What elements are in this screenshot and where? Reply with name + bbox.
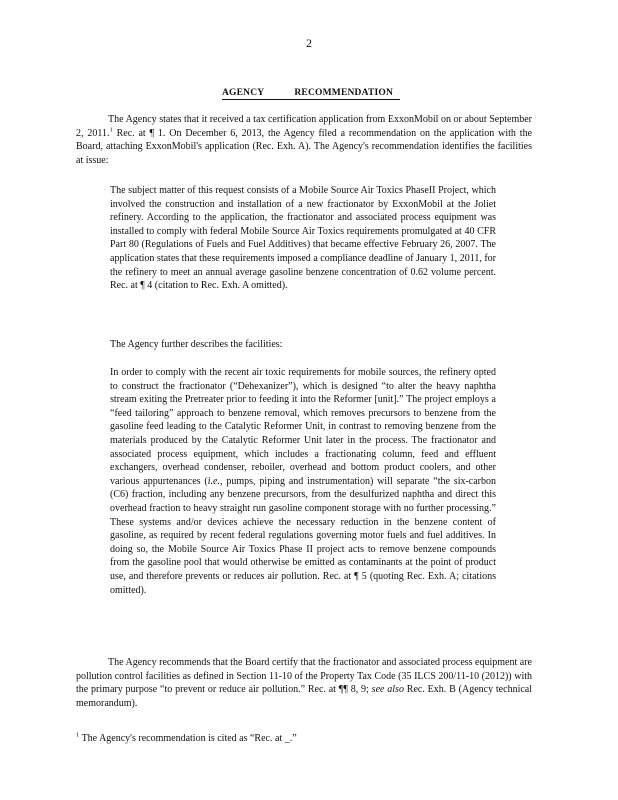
heading-word-recommendation: RECOMMENDATION [294,88,394,98]
paragraph-recommends-text-a: The Agency recommends that the Board certify that the fractionator and associated process equipment are pollution control facilities as defined in Section 11-10 of the Property Tax Code (35 ILCS 200/11-10 (2012)) with the primary purpose “to prevent or reduce air pollution.” Rec. at ¶¶ 8, 9; [76,657,532,696]
footnote-number: 1 [76,731,80,739]
paragraph-intro-text-b: Rec. at ¶ 1. On December 6, 2013, the Agency filed a recommendation on the application with the Board, attaching ExxonMobil's application (Rec. Exh. A). The Agency's recommendation identifies the facilities at issue: [76,127,533,166]
heading-word-agency: AGENCY [222,88,265,98]
block-quote-facilities [110,366,496,597]
paragraph-recommends-text-b: Rec. Exh. B (Agency technical memorandum). [76,684,532,709]
paragraph-recommends [76,656,532,710]
page-number: 2 [306,36,312,50]
block-quote-facilities-text-b: , pumps, piping and instrumentation) will separate “the six-carbon (C6) fraction, including any benzene precursors, from the desulfurized naphtha and direct this overhead fraction to heavy straight run gasoline component storage with no further processing.” These systems and/or devices achieve the necessary reduction in the benzene content of gasoline, as required by recent federal regulations governing motor fuels and fuel additives. In doing so, the Mobile Source Air Toxics Phase II project acts to remove benzene compounds from the gasoline pool that would otherwise be emitted as contaminants at the point of product use, and therefore prevents or reduces air pollution. Rec. at ¶ 5 (quoting Rec. Exh. A; citations omitted). [110,475,497,596]
footnote-ref: 1 [109,126,113,134]
paragraph-intro-text-a: The Agency states that it received a tax certification application from ExxonMobil on or about September 2, 2011. [76,114,532,139]
footnote-text: The Agency's recommendation is cited as “Rec. at _.” [81,733,297,744]
block-quote-facilities-ie: i.e. [207,475,220,487]
paragraph-further-describes: The Agency further describes the facilities: [110,339,283,350]
block-quote-facilities-text-a: In order to comply with the recent air toxic requirements for mobile sources, the refinery opted to construct the fractionator (“Dehexanizer”), which is designed “to alter the heavy naphtha stream exiting the Pretreater prior to feeding it into the Reformer [unit].” The project employs a “feed tailoring” approach to benzene removal, which removes precursors to benzene from the gasoline feed leading to the Catalytic Reformer Unit, in contrast to removing benzene from the materials produced by the Catalytic Reformer Unit later in the process. The fractionator and associated process equipment, which includes a fractionating column, feed and effluent exchangers, overhead condenser, reboiler, overhead and bottom product coolers, and other various appurtenances ( [110,367,496,487]
paragraph-recommends-see-also: see also [371,684,404,696]
footnote [76,732,532,746]
paragraph-intro [76,113,532,167]
block-quote-subject-matter: The subject matter of this request consists of a Mobile Source Air Toxics PhaseII Project, which involved the construction and installation of a new fractionator by ExxonMobil at the Joliet refinery. According to the application, the fractionator and associated process equipment was installed to comply with federal Mobile Source Air Toxics requirements promulgated at 40 CFR Part 80 (Regulations of Fuels and Fuel Additives) that became effective February 26, 2007. The application states that these requirements imposed a compliance deadline of January 1, 2011, for the refinery to meet an annual average gasoline benzene concentration of 0.62 volume percent. Rec. at ¶ 4 (citation to Rec. Exh. A omitted). [110,185,496,292]
section-heading [222,88,400,100]
